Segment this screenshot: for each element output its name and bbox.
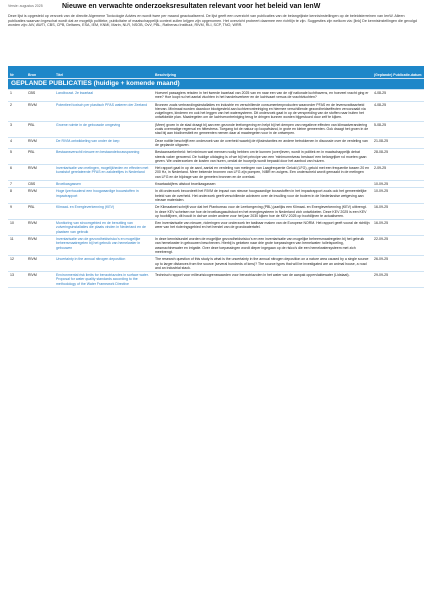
table-row — [8, 256, 424, 272]
table-row — [8, 272, 424, 288]
intro-paragraph: Deze lijst is opgesteld op verzoek van de directie Algemene Toxicologie Advies en wordt twee per maand geactualiseerd. De lijst geeft een overzicht van publicaties van de belangrijkste kennisinstellingen op de beleidsterreinen van IenW. Alleen publicaties waarvan ingeschat wordt dat ze mogelijk politieke, publicitaire of maatschappelijk context zullen krijgen zijn opgenomen. Het overzicht probeert daarmee een richtlijn te zijn. Suggesties zijn welkom via: [link] De kennisinstellingen die gevolgd worden zijn: AIV, AWTI, CBS, CPB, Deltares, ESA, IEM, KNMI, Marin, NLR, NSOB, OvV, PBL, Rathenau Instituut, RIVM, RLI, SCP, TNO, WRR. — [8, 14, 417, 28]
row-titel[interactable]: Monitoring van stroomgebied en de benutting van zuiveringsinstallaties die plaats vinden in Nederland en de plaatsen van gebruik — [54, 220, 153, 236]
table-row — [8, 181, 424, 188]
row-beschrijving: Een inventarisatie van nieuwe, rioleringen voor onderzoek ter tastbaar maken van de Europese NORM. Het rapport geeft vooral de richtlijn weer van het rioleringsgebied en het herstel van de grondwatertafel. — [153, 220, 372, 236]
row-datum: 28-08-25 — [372, 149, 424, 165]
row-bron: PBL — [26, 204, 54, 220]
row-datum: 16-09-25 — [372, 204, 424, 220]
row-nr: 9 — [8, 204, 26, 220]
section-header-row — [8, 79, 424, 90]
row-nr: 3 — [8, 121, 26, 137]
row-beschrijving: Het rapport gaat in op de aard, aantal en verdeling van metingen van Laagfrequente Geluid (LFG), geluid met een frequentie tussen 20 en 200 Hz, in Nederland. Meer bekende bronnen van LFG zijn pompen, NIBR en zuigers. Een onderscheid wordt gemaakt in de metingen van LFG en de bijdrage van de gemeten bronnen en de overlast. — [153, 165, 372, 181]
row-datum: 22-09-25 — [372, 236, 424, 256]
row-datum: 2-09-25 — [372, 165, 424, 181]
row-datum: 4-08-25 — [372, 101, 424, 121]
header-titel: Titel — [54, 66, 153, 79]
row-titel[interactable]: Hoge ijzerhoudend een hoogwaardige bouwstoffen in impactrapport — [54, 188, 153, 204]
row-datum: 10-09-25 — [372, 188, 424, 204]
header-nr: Nr — [8, 66, 26, 79]
row-datum: 5-08-25 — [372, 121, 424, 137]
row-bron: CBS — [26, 181, 54, 188]
row-beschrijving: Kwartaalcijfers uitstoot broeikasgassen — [153, 181, 372, 188]
row-nr: 11 — [8, 236, 26, 256]
row-titel[interactable]: Groene ruimte in de gebouwde omgeving — [54, 121, 153, 137]
row-bron: CBS — [26, 90, 54, 102]
row-nr: 2 — [8, 101, 26, 121]
row-datum: 26-09-25 — [372, 256, 424, 272]
row-nr: 4 — [8, 137, 26, 149]
row-titel[interactable]: Bestaansverschil nieuwe en bestaandebouwspanning — [54, 149, 153, 165]
row-nr: 13 — [8, 272, 26, 288]
row-beschrijving: The research question of this study is what is the uncertainty in the annual nitrogen deposition on a nature area caused by a single source up to larger distances from the source (several hundreds of kms)? The source types that will be investigated are an animal house, a road and an industrial stack. — [153, 256, 372, 272]
table-row — [8, 236, 424, 256]
row-titel[interactable]: Uncertainty in the annual nitrogen deposition — [54, 256, 153, 272]
row-bron: RIVM — [26, 101, 54, 121]
row-bron: RIVM — [26, 220, 54, 236]
row-nr: 6 — [8, 165, 26, 181]
row-titel[interactable]: Potentieel toxisch per plastisch PFAS wateren der Zeeland — [54, 101, 153, 121]
row-beschrijving: In dit onderzoek beoordeelt het RIVM de impact van nieuwe hoogwaardige bouwstoffen in het impactrapport zoals ook het gemeentelijke beleid van de overheid. Het onderzoek geeft verschillende adviezen over de invulling voor de bodem in de Nederlandse wetgeving aan nieuwe materialen. — [153, 188, 372, 204]
table-row — [8, 90, 424, 102]
row-beschrijving: (Meer) groen in de stad draagt bij aan een gezonde leefomgeving en helpt bij het dempen van negatieve effecten van klimaatverandering zoals overmatige regenval en hittestress. Toegang tot de natuur op loopafstand, in grote en kleine gemeenten. Ook draagt het groen in de stad bij aan biodiversiteit en gemeenten nemen daar al maatregelen voor in de ontwerpen. — [153, 121, 372, 137]
row-bron: RIVM — [26, 137, 54, 149]
table-row — [8, 101, 424, 121]
row-beschrijving: Bronnen zoals verbrandingsinstallaties en industrie en verschillende consumentenproducten waaronder PFAS en de levensvatbaarheid hiervan. Minimaal worden daardoor blootgesteld aan luchtverontreiniging en hiermee verschillende gezondheidseffecten veroorzaakt via zuigelingen, kinderen en ook het leggen van het watersysteem. Dit onderzoek gaat in op de verspreiding van de stoffen naar buiten het ontwikkelde plan. Maatregelen om de luchtverontreiniging terug te dringen kunnen worden bijgestuurd door zelf te kijken. — [153, 101, 372, 121]
table-row — [8, 137, 424, 149]
table-row — [8, 121, 424, 137]
row-bron: RIVM — [26, 236, 54, 256]
row-bron: PBL — [26, 149, 54, 165]
row-nr: 7 — [8, 181, 26, 188]
row-bron: RIVM — [26, 188, 54, 204]
row-bron: RIVM — [26, 256, 54, 272]
table-row — [8, 204, 424, 220]
row-titel[interactable]: Inventarisatie van de gezondheidsrisico's en mogelijke beheersmaatregelen bij het gebruik van hemelwater in gebouwen — [54, 236, 153, 256]
row-beschrijving: De Klimaatwet schrijft voor dat het Planbureau voor de Leefomgeving (PBL) jaarlijks een Klimaat- en Energieverkenning (KEV) uitbrengt. In deze KEV schetsen we hoe de broeikasgasuitstoot en het energiesysteem in Nederland zich ontwikkelen. Deze KEV 2025 is een KEV op hoofdlijnen, dit houdt in dat we onder andere voor het jaar 2030 kijken hoe de KEV 2025 op hoofdlijnen te actualiseren. — [153, 204, 372, 220]
row-beschrijving: Hoeveel passagiers reisden in het tweede kwartaal van 2025 van en naar een van de vijf nationale luchthavens, en hoeveel vracht ging er mee? Hoe loopt nu het aantal vluchten in het handelsverkeer en de luchtvaart versus de vrachtvluchten? — [153, 90, 372, 102]
row-titel[interactable]: Inventarisatie van metingen, mogelijkheden en effecten met kunststof gerelateerde PFAS en zakdeeltjes in Nederland — [54, 165, 153, 181]
version-label: Versie: augustus 2025 — [8, 4, 43, 8]
row-bron: PBL — [26, 121, 54, 137]
row-beschrijving: In deze kennisbundel worden de mogelijke gezondheidsrisico's en een inventarisatie van mogelijke beheersmaatregelen bij het gebruik van hemelwater in gebouwen beschreven. Hierbij is gekeken naar drie grote toepassingen van hemelwater: toiletspoeling, wasmachinewater en irrigatie. Over deze toepassingen wordt dieper ingegaan op de risico's die een hemelwatersysteem met zich meebrengt. — [153, 236, 372, 256]
row-titel[interactable]: Landbouwt. 2e kwartaal — [54, 90, 153, 102]
row-datum: 21-08-25 — [372, 137, 424, 149]
row-bron: RIVM — [26, 165, 54, 181]
table-row — [8, 188, 424, 204]
page-title: Nieuwe en verwachte onderzoeksresultaten relevant voor het beleid van IenW — [62, 3, 321, 10]
header-datum: (Geplande) Publicatie-datum — [372, 66, 424, 79]
row-beschrijving: Deze notitie beschrijft een onderzoek van de overheid waarbij de rijksinstanties en andere betrokkenen in discussie over de verdeling van de geplande uitgaven. — [153, 137, 372, 149]
row-titel[interactable]: Broeikasgassen — [54, 181, 153, 188]
row-datum: 10-09-25 — [372, 181, 424, 188]
row-nr: 5 — [8, 149, 26, 165]
row-beschrijving: Bestaanszekerheid: het minimum wat mensen nodig hebben om te kunnen (over)leven, wordt in politiek en in maatschappelijk debat steeds vaker genoemd. De huidige uitdaging is of we bij het principe van een 'minimumniveau bestaan' een belangrijker rol moeten gaan geven. We onderzoeken de kosten van huren, omdat de huurprijs wordt bepaald door het aanbod van huizen. — [153, 149, 372, 165]
row-bron: RIVM — [26, 272, 54, 288]
row-nr: 12 — [8, 256, 26, 272]
table-header-row — [8, 66, 424, 79]
row-titel[interactable]: Environmental risk limits for benzotriazoles in surface water. Proposal for water quality standards according to the methodology of the Water Framework Directive — [54, 272, 153, 288]
table-row — [8, 149, 424, 165]
row-titel[interactable]: Klimaat- en Energieverkenning (KEV) — [54, 204, 153, 220]
header-beschrijving: Beschrijving — [153, 66, 372, 79]
table-row — [8, 220, 424, 236]
header-bron: Bron — [26, 66, 54, 79]
row-nr: 10 — [8, 220, 26, 236]
row-titel[interactable]: De RIVM-ontwikkeling van onder de loep — [54, 137, 153, 149]
row-nr: 8 — [8, 188, 26, 204]
section-title: GEPLANDE PUBLICATIES (huidige + komende maand) — [8, 79, 424, 90]
row-datum: 4-08-25 — [372, 90, 424, 102]
row-datum: 16-09-25 — [372, 220, 424, 236]
row-nr: 1 — [8, 90, 26, 102]
publications-table — [8, 66, 424, 288]
row-beschrijving: Technisch rapport voor milieurisicogrenswaarden voor benzotriazolen in het water van de aanpak oppervlaktewater (Lidstaat). — [153, 272, 372, 288]
row-datum: 29-09-25 — [372, 272, 424, 288]
table-row — [8, 165, 424, 181]
